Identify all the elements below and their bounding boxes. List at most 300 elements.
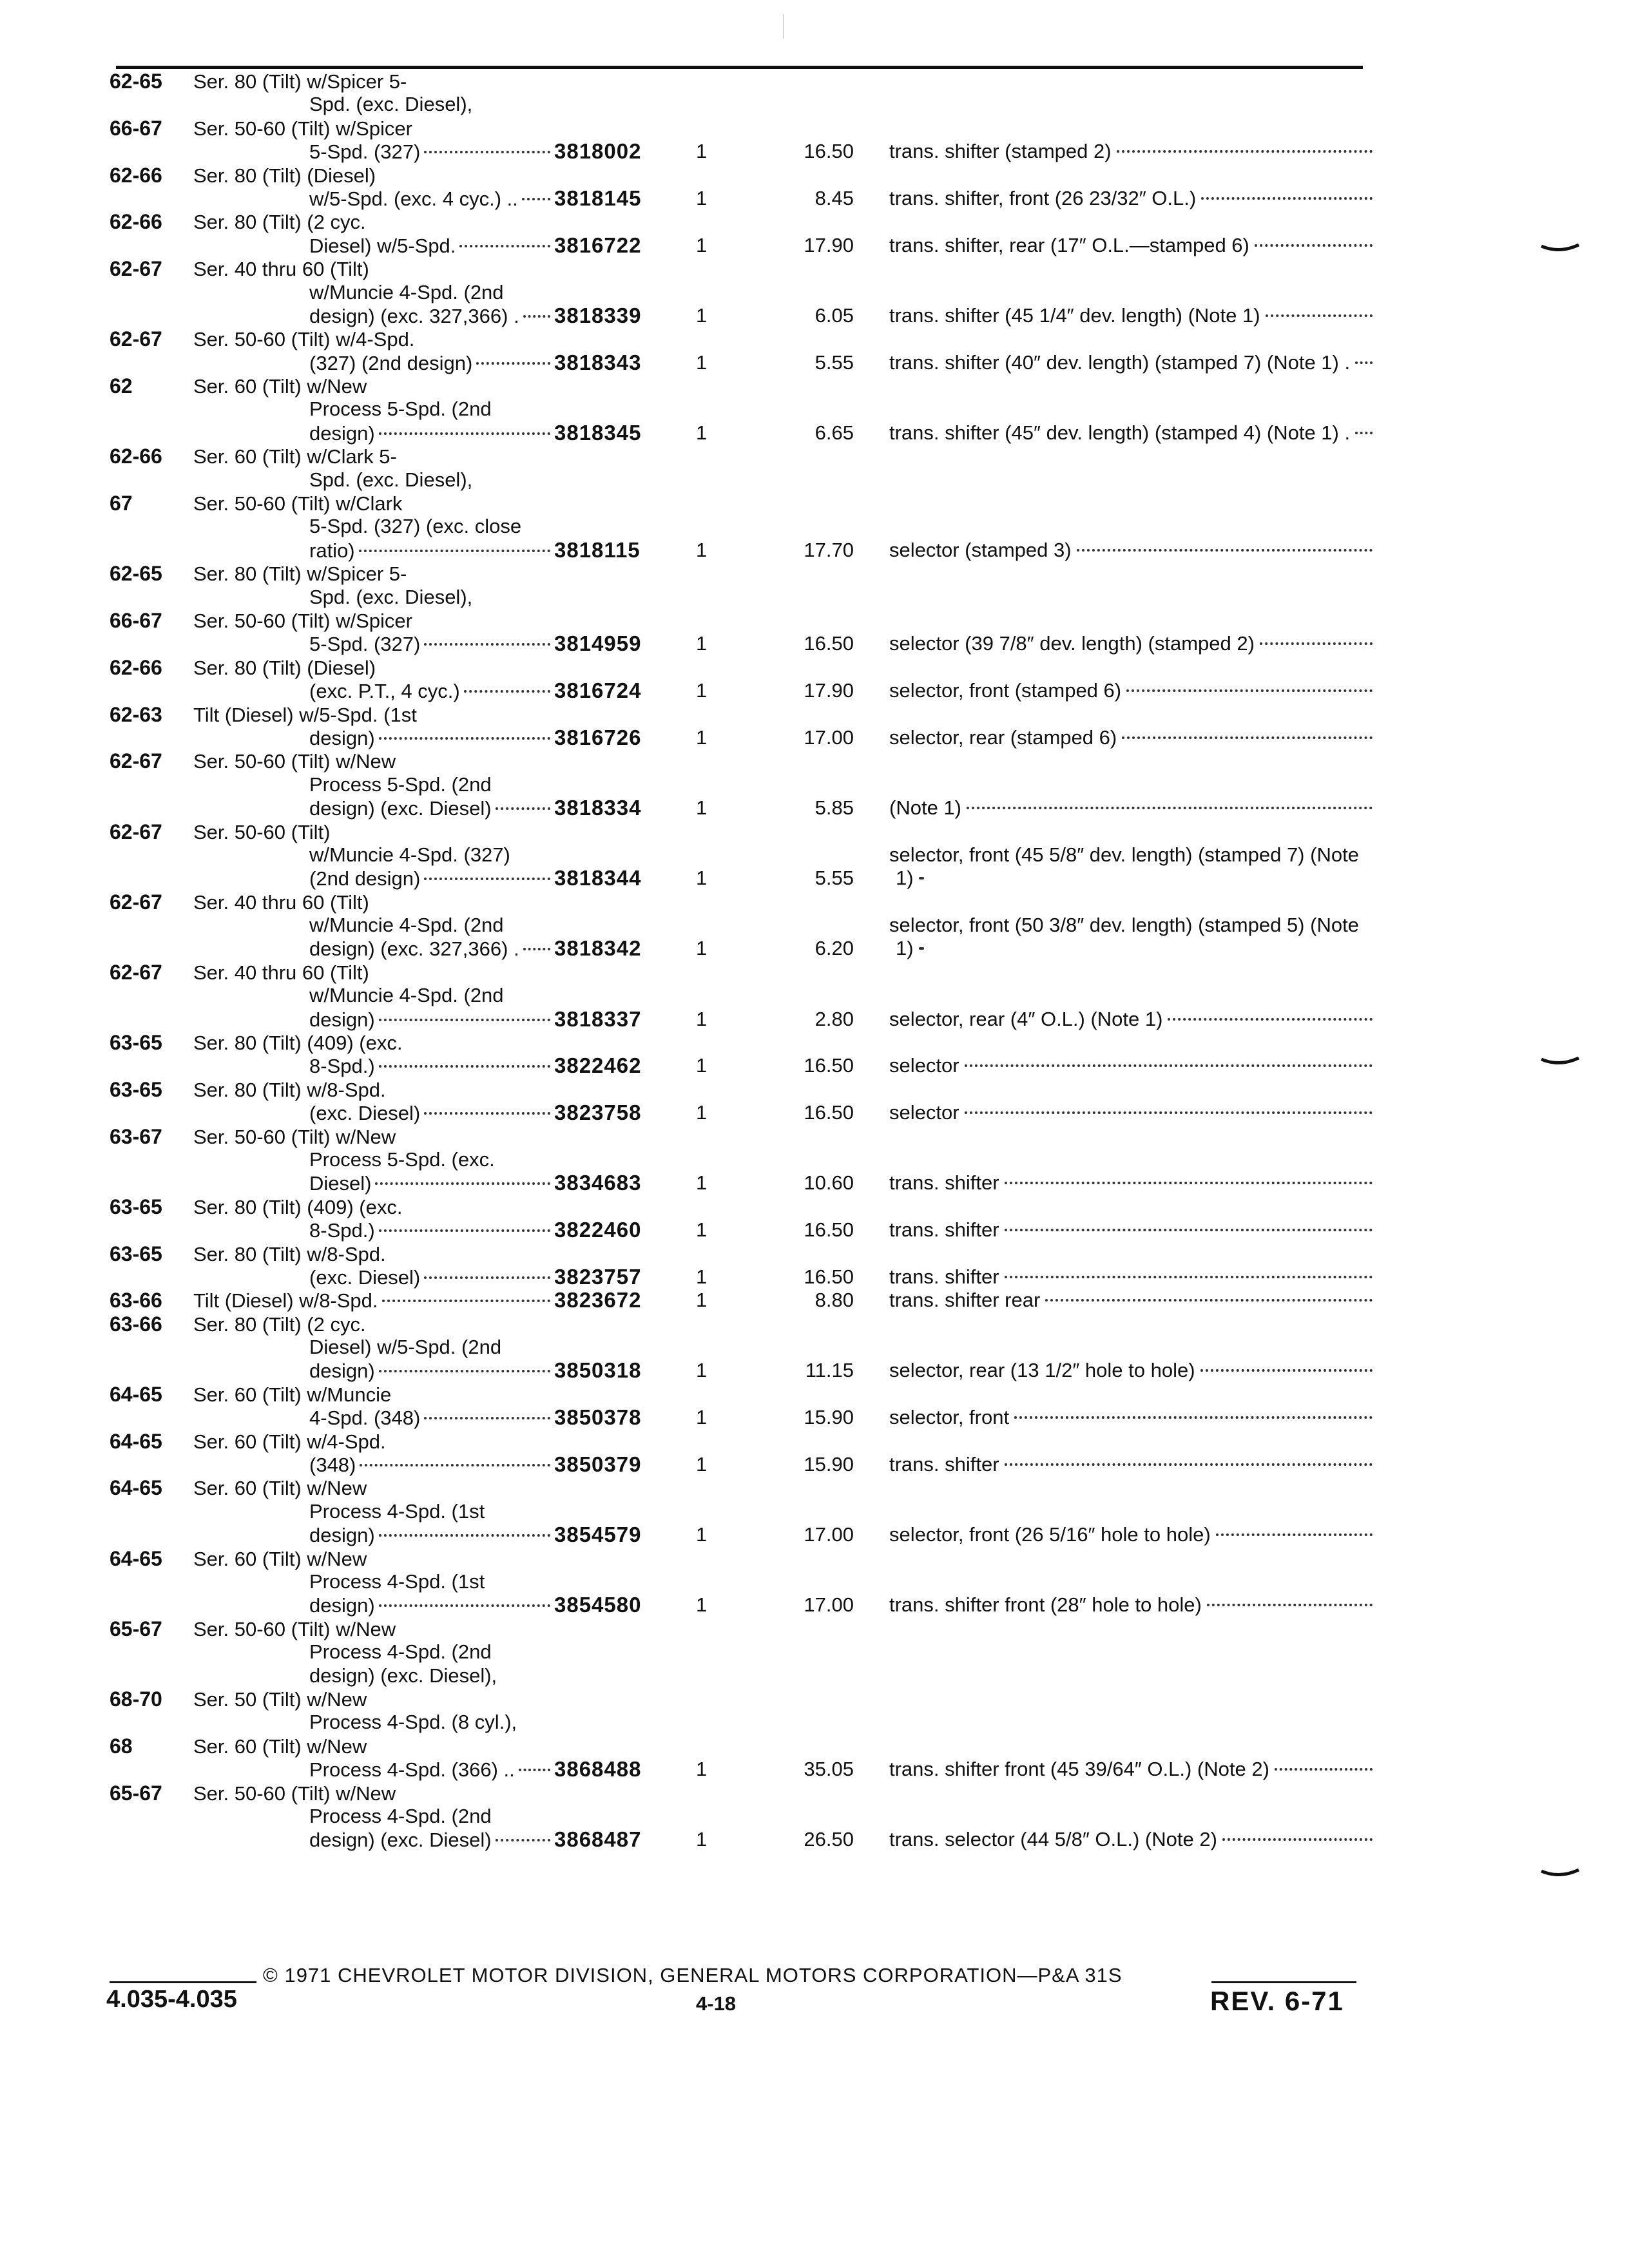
model-years: 67: [110, 492, 133, 515]
quantity: 1: [696, 632, 708, 655]
quantity: 1: [696, 1758, 708, 1781]
application-text: design) (exc. Diesel): [309, 797, 492, 820]
part-name-text: trans. shifter (45″ dev. length) (stamped 4) (Note 1) .: [889, 421, 1351, 444]
part-name: [889, 843, 1373, 890]
list-price: 2.80: [815, 1007, 854, 1030]
entry-details: [683, 1828, 1373, 1851]
entry-details: [683, 1289, 1373, 1312]
entry-details: [683, 1265, 1373, 1289]
parts-entry: [110, 1617, 1373, 1782]
application-text: design): [309, 726, 375, 749]
entry-description: [110, 257, 683, 327]
application-text: design) (exc. 327,366) .: [309, 937, 519, 961]
entry-description: [110, 961, 683, 1031]
model-years: 66-67: [110, 608, 162, 632]
application-text: Ser. 60 (Tilt) w/New: [193, 1547, 367, 1570]
dot-leader: [379, 1229, 550, 1232]
application-text: Process 4-Spd. (1st: [309, 1570, 485, 1593]
model-years: 64-65: [110, 1382, 162, 1406]
application-text: Process 4-Spd. (366) ..: [309, 1758, 515, 1782]
parts-entry: [110, 1782, 1373, 1852]
dot-leader: [424, 1112, 550, 1115]
entry-details: [683, 421, 1373, 445]
description-line: [110, 304, 683, 327]
description-line: [110, 1031, 683, 1054]
application-text: Ser. 50-60 (Tilt) w/New: [193, 750, 396, 773]
scan-mark: [783, 14, 784, 39]
copyright-text: © 1971 CHEVROLET MOTOR DIVISION, GENERAL MOTORS CORPORATION—P&A 31S: [263, 1964, 1123, 1986]
application-text: design) (exc. Diesel),: [309, 1664, 497, 1687]
quantity: 1: [696, 1171, 708, 1195]
quantity: 1: [696, 1218, 708, 1242]
dot-leader: [496, 807, 550, 810]
dot-leader: [1005, 1229, 1373, 1231]
model-years: 66-67: [110, 116, 162, 140]
part-name: [889, 421, 1373, 445]
list-price: 16.50: [804, 632, 854, 655]
model-years: 62-67: [110, 327, 162, 351]
model-years: 65-67: [110, 1617, 162, 1640]
application-text: Spd. (exc. Diesel),: [309, 93, 473, 116]
description-line: [110, 1171, 683, 1195]
document-number: 4.035-4.035: [106, 1986, 237, 2013]
entry-details: [683, 1171, 1373, 1195]
description-line: [110, 586, 683, 609]
entry-details: [683, 234, 1373, 257]
description-line: [110, 1242, 683, 1265]
part-number: 3818337: [554, 1006, 642, 1031]
application-text: Ser. 50 (Tilt) w/New: [193, 1687, 367, 1711]
description-line: [110, 1125, 683, 1148]
application-text: Process 4-Spd. (2nd: [309, 1804, 492, 1827]
footer-rule-right: [1211, 1981, 1356, 1983]
model-years: 62-65: [110, 70, 162, 93]
part-name: [889, 679, 1373, 702]
model-years: 63-65: [110, 1031, 162, 1055]
dot-leader: [379, 1534, 550, 1537]
top-rule: [116, 66, 1363, 69]
description-line: [110, 1523, 683, 1546]
parts-entry: [110, 749, 1373, 820]
parts-entry: [110, 890, 1373, 961]
description-line: [110, 1430, 683, 1453]
application-text: Process 4-Spd. (1st: [309, 1499, 485, 1523]
parts-entry: [110, 210, 1373, 257]
part-name-text: trans. shifter (stamped 2): [889, 140, 1112, 163]
entry-details: [683, 1758, 1373, 1781]
dot-leader: [1222, 1838, 1373, 1841]
application-text: Ser. 80 (Tilt) w/Spicer 5-: [193, 70, 407, 93]
application-text: w/Muncie 4-Spd. (327): [309, 843, 510, 866]
model-years: 62-67: [110, 890, 162, 914]
dot-leader: [359, 550, 550, 552]
application-text: 8-Spd.): [309, 1219, 375, 1242]
part-name-text: selector, front: [889, 1406, 1010, 1429]
application-text: Ser. 80 (Tilt) (Diesel): [193, 164, 376, 187]
quantity: 1: [696, 867, 708, 890]
dot-leader: [1216, 1533, 1373, 1536]
description-line: [110, 70, 683, 93]
part-name: [889, 539, 1373, 562]
part-name-text: trans. shifter: [889, 1265, 999, 1288]
application-text: Ser. 50-60 (Tilt): [193, 820, 331, 843]
entry-description: [110, 656, 683, 703]
margin-tick-mark: [1540, 1057, 1580, 1068]
application-text: (exc. Diesel): [309, 1265, 421, 1289]
entry-description: [110, 1383, 683, 1430]
entry-description: [110, 562, 683, 656]
description-line: [110, 1735, 683, 1758]
dot-leader: [1014, 1416, 1373, 1419]
entry-description: [110, 1242, 683, 1289]
dot-leader: [379, 737, 550, 740]
dot-leader: [1168, 1018, 1373, 1021]
description-line: [110, 1148, 683, 1171]
description-line: [110, 117, 683, 140]
dot-leader: [1275, 1768, 1373, 1771]
quantity: 1: [696, 303, 708, 327]
dot-leader: [464, 690, 550, 693]
parts-entry: [110, 1289, 1373, 1312]
application-text: Tilt (Diesel) w/8-Spd.: [193, 1289, 378, 1312]
description-line: [110, 1476, 683, 1499]
dot-leader: [523, 315, 550, 318]
part-name: [889, 1289, 1373, 1312]
dot-leader: [1207, 1604, 1373, 1606]
parts-entry: [110, 164, 1373, 211]
parts-entry: [110, 1031, 1373, 1078]
entry-details: [683, 726, 1373, 749]
model-years: 62-67: [110, 960, 162, 984]
application-text: Ser. 60 (Tilt) w/New: [193, 1477, 367, 1500]
application-text: Ser. 80 (Tilt) (409) (exc.: [193, 1032, 403, 1055]
entry-details: [683, 304, 1373, 327]
entry-description: [110, 374, 683, 445]
application-text: Ser. 50-60 (Tilt) w/New: [193, 1125, 396, 1148]
description-line: [110, 1289, 683, 1312]
application-text: 5-Spd. (327): [309, 140, 421, 164]
application-text: Process 5-Spd. (2nd: [309, 398, 492, 421]
part-name: [889, 351, 1373, 374]
description-line: [110, 961, 683, 984]
part-name: [889, 234, 1373, 257]
entry-description: [110, 1125, 683, 1195]
dot-leader: [379, 1065, 550, 1068]
application-text: Ser. 60 (Tilt) w/4-Spd.: [193, 1430, 386, 1453]
description-line: [110, 421, 683, 445]
list-price: 17.00: [804, 1593, 854, 1617]
part-name-text: selector (39 7/8″ dev. length) (stamped 2): [889, 632, 1255, 655]
part-number: 3868487: [554, 1827, 642, 1852]
parts-entry: [110, 820, 1373, 890]
parts-entry: [110, 703, 1373, 750]
description-line: [110, 515, 683, 538]
entry-details: [683, 1101, 1373, 1124]
dot-leader: [424, 1417, 550, 1419]
parts-entry: [110, 257, 1373, 327]
description-line: [110, 1640, 683, 1664]
description-line: [110, 562, 683, 585]
description-line: [110, 890, 683, 914]
part-name: [889, 1758, 1373, 1781]
model-years: 68-70: [110, 1687, 162, 1711]
dot-leader: [1355, 361, 1373, 364]
description-line: [110, 1687, 683, 1711]
dot-leader: [919, 877, 924, 879]
description-line: [110, 1547, 683, 1570]
parts-entry: [110, 1078, 1373, 1125]
application-text: 8-Spd.): [309, 1055, 375, 1078]
model-years: 62-66: [110, 210, 162, 234]
entry-details: [683, 632, 1373, 655]
part-name: [889, 140, 1373, 163]
parts-entry: [110, 327, 1373, 374]
part-name-text: selector, front (26 5/16″ hole to hole): [889, 1523, 1211, 1546]
application-text: design) (exc. Diesel): [309, 1829, 492, 1852]
part-number: 3818145: [554, 186, 642, 210]
model-years: 65-67: [110, 1781, 162, 1805]
entry-description: [110, 1430, 683, 1477]
description-line: [110, 93, 683, 116]
application-text: (2nd design): [309, 867, 421, 890]
part-number: 3818343: [554, 350, 642, 374]
description-line: [110, 679, 683, 702]
dot-leader: [967, 807, 1373, 809]
application-text: design): [309, 1524, 375, 1547]
quantity: 1: [696, 538, 708, 561]
model-years: 62-66: [110, 445, 162, 468]
entry-description: [110, 703, 683, 750]
description-line: [110, 1453, 683, 1476]
dot-leader: [360, 1464, 550, 1466]
description-line: [110, 1593, 683, 1617]
application-text: (327) (2nd design): [309, 351, 473, 374]
list-price: 10.60: [804, 1171, 854, 1195]
parts-entry: [110, 1476, 1373, 1546]
part-name-text: trans. selector (44 5/8″ O.L.) (Note 2): [889, 1828, 1217, 1851]
quantity: 1: [696, 140, 708, 163]
quantity: 1: [696, 1593, 708, 1617]
part-number: 3818339: [554, 303, 642, 327]
part-name-text: trans. shifter: [889, 1171, 999, 1195]
entry-description: [110, 70, 683, 164]
entry-details: [683, 796, 1373, 820]
application-text: Ser. 50-60 (Tilt) w/Spicer: [193, 117, 412, 140]
part-name: [889, 304, 1373, 327]
entry-details: [683, 1054, 1373, 1077]
description-line: [110, 398, 683, 421]
part-name: [889, 1265, 1373, 1289]
model-years: 62-66: [110, 655, 162, 679]
dot-leader: [523, 948, 550, 950]
part-name-line-2: [889, 867, 924, 890]
part-name-line-2: [889, 937, 924, 960]
description-line: [110, 820, 683, 843]
quantity: 1: [696, 421, 708, 444]
model-years: 64-65: [110, 1546, 162, 1570]
application-text: Ser. 40 thru 60 (Tilt): [193, 961, 369, 984]
application-text: Process 5-Spd. (2nd: [309, 773, 492, 796]
entry-description: [110, 820, 683, 890]
part-number: 3816726: [554, 725, 642, 749]
dot-leader: [476, 362, 550, 365]
application-text: Ser. 80 (Tilt) w/Spicer 5-: [193, 562, 407, 586]
dot-leader: [424, 151, 550, 153]
part-number: 3818345: [554, 420, 642, 445]
description-line: [110, 1406, 683, 1429]
application-text: 4-Spd. (348): [309, 1407, 421, 1430]
model-years: 68: [110, 1734, 133, 1758]
list-price: 5.55: [815, 867, 854, 890]
description-line: [110, 1617, 683, 1640]
description-line: [110, 773, 683, 796]
parts-entry: [110, 1195, 1373, 1242]
application-text: (348): [309, 1454, 356, 1477]
entry-description: [110, 1078, 683, 1125]
model-years: 64-65: [110, 1476, 162, 1500]
parts-entry: [110, 1547, 1373, 1617]
list-price: 17.00: [804, 726, 854, 749]
part-name: [889, 1359, 1373, 1382]
application-text: Spd. (exc. Diesel),: [309, 468, 473, 491]
parts-list: [110, 70, 1373, 1852]
description-line: [110, 445, 683, 468]
description-line: [110, 1758, 683, 1781]
dot-leader: [919, 947, 924, 950]
part-name-line: 1): [896, 937, 914, 960]
entry-details: [683, 187, 1373, 210]
description-line: [110, 937, 683, 960]
dot-leader: [496, 1839, 550, 1841]
entry-description: [110, 890, 683, 961]
dot-leader: [1355, 432, 1373, 434]
application-text: Ser. 40 thru 60 (Tilt): [193, 890, 369, 914]
dot-leader: [379, 1370, 550, 1372]
dot-leader: [424, 1276, 550, 1279]
entry-description: [110, 1289, 683, 1312]
part-name-text: trans. shifter: [889, 1453, 999, 1476]
application-text: 5-Spd. (327) (exc. close: [309, 515, 522, 538]
list-price: 17.90: [804, 233, 854, 256]
entry-description: [110, 1312, 683, 1383]
application-text: w/Muncie 4-Spd. (2nd: [309, 914, 504, 937]
application-text: Diesel): [309, 1172, 372, 1195]
list-price: 15.90: [804, 1453, 854, 1476]
part-number: 3822460: [554, 1218, 642, 1242]
part-number: 3818002: [554, 139, 642, 164]
quantity: 1: [696, 233, 708, 256]
description-line: [110, 632, 683, 655]
description-line: [110, 492, 683, 515]
parts-entry: [110, 961, 1373, 1031]
dot-leader: [375, 1182, 550, 1185]
part-name: [889, 1218, 1373, 1242]
description-line: [110, 234, 683, 257]
application-text: Process 4-Spd. (2nd: [309, 1640, 492, 1664]
model-years: 64-65: [110, 1429, 162, 1453]
dot-leader: [965, 1111, 1373, 1114]
part-name-text: trans. shifter, rear (17″ O.L.—stamped 6): [889, 233, 1249, 256]
list-price: 5.55: [815, 351, 854, 374]
application-text: Ser. 50-60 (Tilt) w/New: [193, 1617, 396, 1640]
entry-details: [683, 1008, 1373, 1031]
footer-rule-left: [110, 1981, 256, 1983]
entry-details: [683, 1406, 1373, 1429]
application-text: Spd. (exc. Diesel),: [309, 585, 473, 608]
application-text: 5-Spd. (327): [309, 633, 421, 656]
entry-description: [110, 1547, 683, 1617]
application-text: Diesel) w/5-Spd.: [309, 234, 456, 257]
application-text: Tilt (Diesel) w/5-Spd. (1st: [193, 703, 417, 726]
description-line: [110, 1312, 683, 1336]
parts-entry: [110, 1125, 1373, 1195]
quantity: 1: [696, 1359, 708, 1382]
entry-details: [683, 843, 1373, 890]
description-line: [110, 1008, 683, 1031]
application-text: Ser. 50-60 (Tilt) w/New: [193, 1782, 396, 1805]
parts-entry: [110, 1383, 1373, 1430]
dot-leader: [522, 198, 550, 200]
part-name: [889, 632, 1373, 655]
entry-details: [683, 1453, 1373, 1476]
description-line: [110, 914, 683, 937]
entry-details: [683, 1593, 1373, 1617]
description-line: [110, 656, 683, 679]
part-number: 3814959: [554, 631, 642, 656]
application-text: Ser. 80 (Tilt) (409) (exc.: [193, 1195, 403, 1218]
parts-entry: [110, 70, 1373, 164]
part-name: [889, 1453, 1373, 1476]
application-text: Ser. 80 (Tilt) w/8-Spd.: [193, 1242, 386, 1265]
part-name-text: trans. shifter (45 1/4″ dev. length) (Note 1): [889, 303, 1260, 327]
part-number: 3834683: [554, 1171, 642, 1195]
part-number: 3818115: [554, 537, 641, 562]
part-name: [889, 1593, 1373, 1617]
description-line: [110, 796, 683, 820]
model-years: 62-65: [110, 562, 162, 586]
part-name-text: selector, rear (stamped 6): [889, 726, 1117, 749]
part-name: [889, 1101, 1373, 1124]
description-line: [110, 1711, 683, 1734]
list-price: 16.50: [804, 1265, 854, 1288]
part-name: [889, 1008, 1373, 1031]
model-years: 63-65: [110, 1077, 162, 1101]
dot-leader: [1045, 1299, 1373, 1302]
part-number: 3850378: [554, 1405, 642, 1430]
entry-description: [110, 210, 683, 257]
parts-entry: [110, 374, 1373, 445]
list-price: 16.50: [804, 140, 854, 163]
dot-leader: [1005, 1276, 1373, 1278]
description-line: [110, 726, 683, 749]
model-years: 62-67: [110, 749, 162, 773]
page-number: 4-18: [696, 1992, 737, 2015]
description-line: [110, 1828, 683, 1851]
description-line: [110, 327, 683, 351]
application-text: design): [309, 1008, 375, 1031]
dot-leader: [1117, 150, 1373, 153]
entry-details: [683, 140, 1373, 163]
part-number: 3818334: [554, 796, 642, 820]
quantity: 1: [696, 1007, 708, 1030]
part-name-text: selector, rear (4″ O.L.) (Note 1): [889, 1007, 1163, 1030]
description-line: [110, 468, 683, 492]
description-line: [110, 187, 683, 210]
quantity: 1: [696, 351, 708, 374]
dot-leader: [1005, 1182, 1373, 1184]
description-line: [110, 1570, 683, 1593]
entry-description: [110, 1476, 683, 1546]
